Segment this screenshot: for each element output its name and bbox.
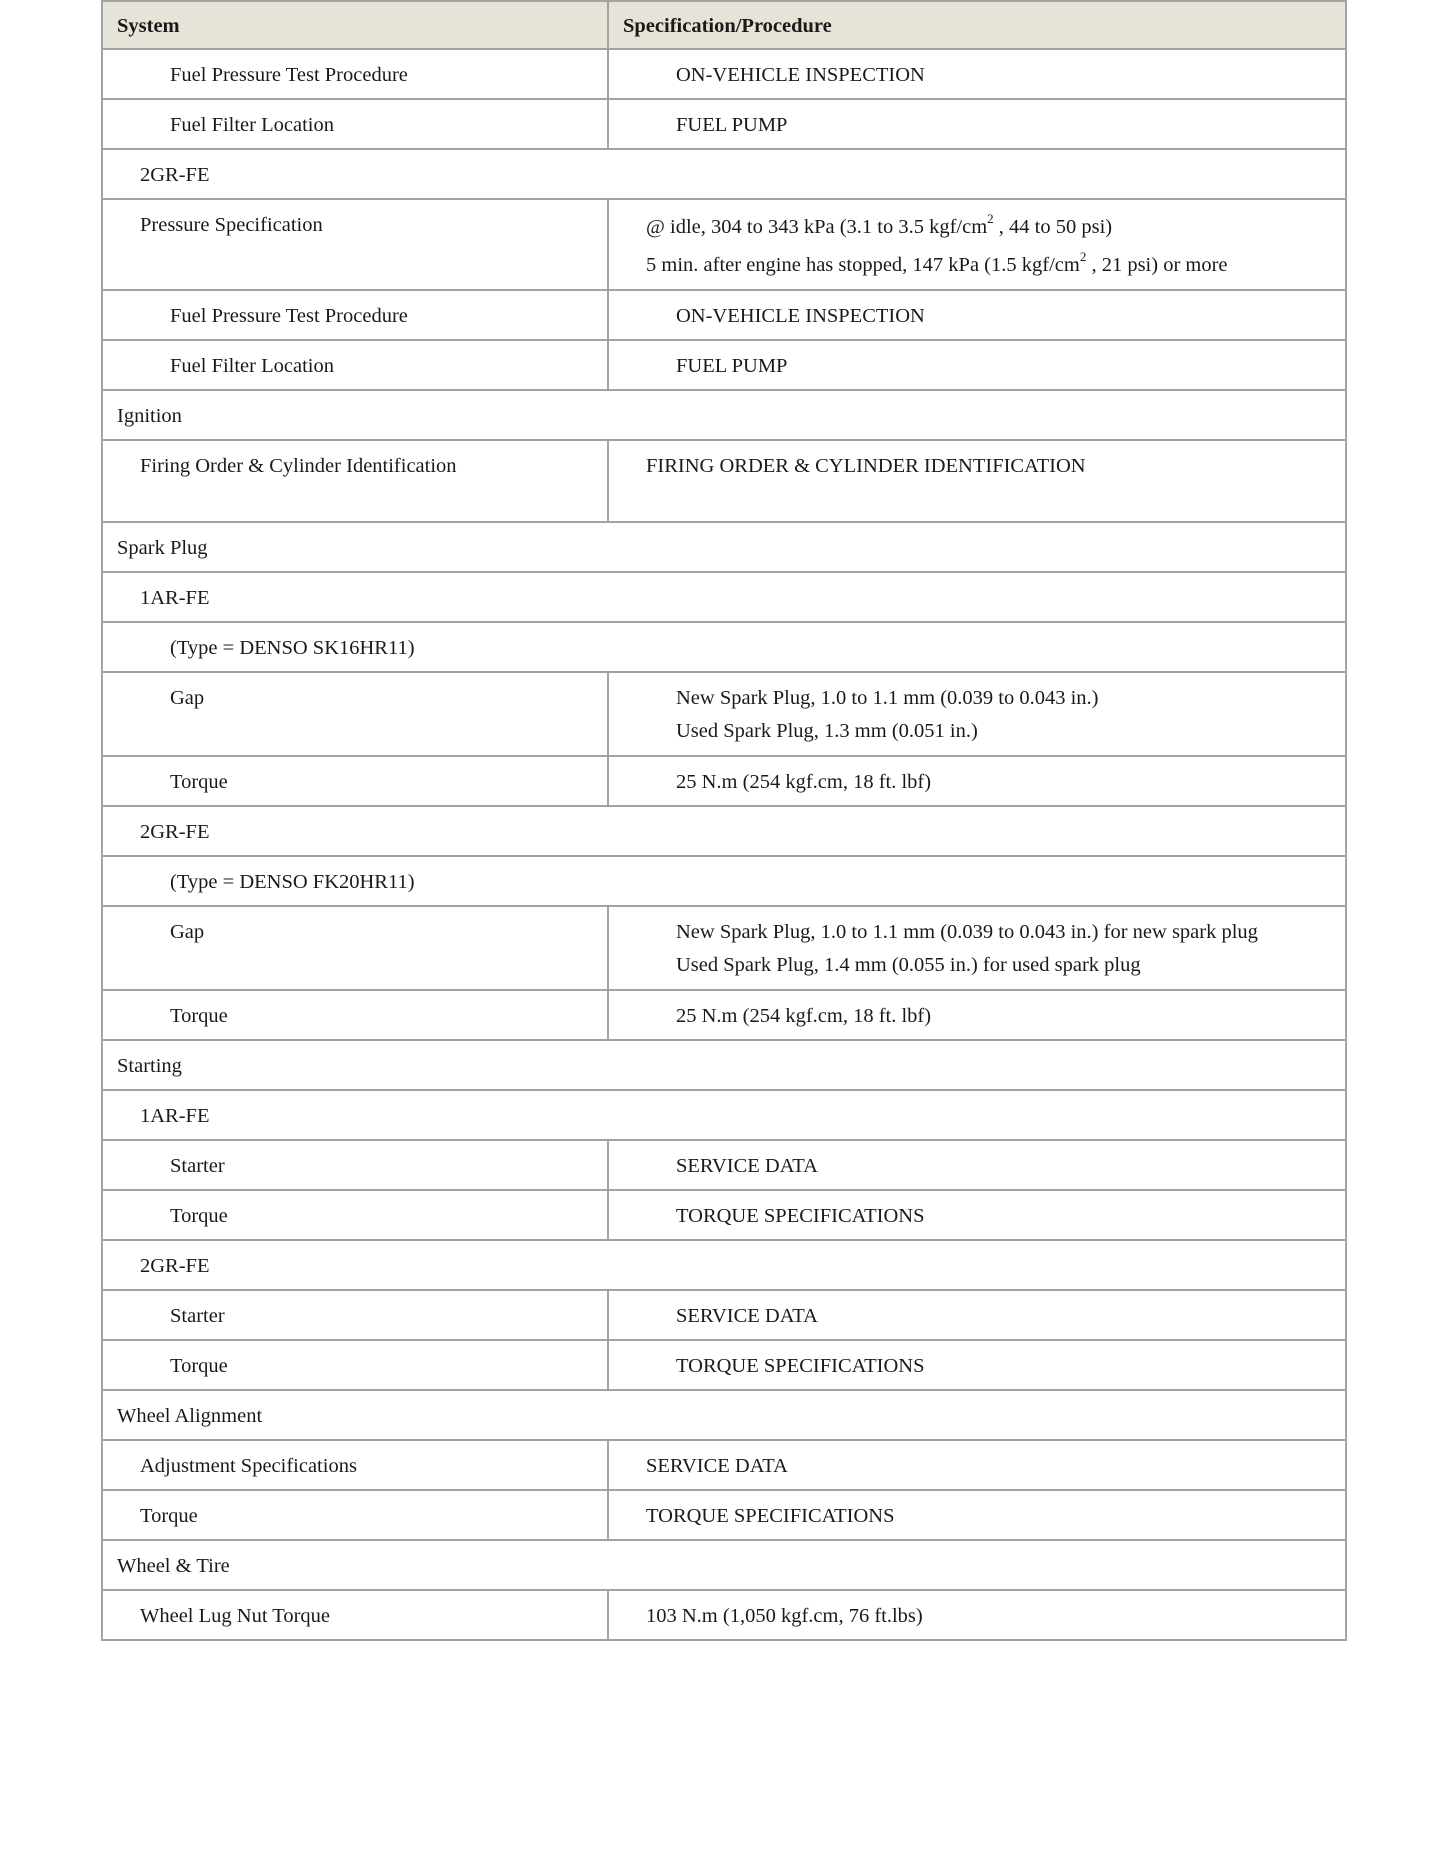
table-header-row — [102, 1, 1346, 49]
section-row — [102, 622, 1346, 672]
row-value: ON-VEHICLE INSPECTION — [608, 290, 1346, 340]
section-heading: Wheel Alignment — [102, 1390, 1346, 1440]
section-row — [102, 572, 1346, 622]
table-row — [102, 756, 1346, 806]
row-label: Fuel Pressure Test Procedure — [102, 290, 608, 340]
table-row — [102, 906, 1346, 990]
gap-used-line: Used Spark Plug, 1.3 mm (0.051 in.) — [676, 720, 978, 742]
table-row — [102, 672, 1346, 756]
row-value: 103 N.m (1,050 kgf.cm, 76 ft.lbs) — [608, 1590, 1346, 1640]
section-row — [102, 1240, 1346, 1290]
row-label: Gap — [102, 906, 608, 990]
table-row — [102, 340, 1346, 390]
table-row — [102, 1340, 1346, 1390]
row-label: Torque — [102, 1190, 608, 1240]
row-label: Starter — [102, 1290, 608, 1340]
section-heading: 1AR-FE — [102, 572, 1346, 622]
row-label: Fuel Pressure Test Procedure — [102, 49, 608, 99]
table-row — [102, 1290, 1346, 1340]
section-row — [102, 390, 1346, 440]
row-value: ON-VEHICLE INSPECTION — [608, 49, 1346, 99]
row-value — [608, 672, 1346, 756]
section-heading: 1AR-FE — [102, 1090, 1346, 1140]
row-label: Torque — [102, 1340, 608, 1390]
section-heading: 2GR-FE — [102, 806, 1346, 856]
section-heading: Ignition — [102, 390, 1346, 440]
section-row — [102, 856, 1346, 906]
row-label: Fuel Filter Location — [102, 340, 608, 390]
table-row — [102, 440, 1346, 522]
row-value: TORQUE SPECIFICATIONS — [608, 1190, 1346, 1240]
row-label: Wheel Lug Nut Torque — [102, 1590, 608, 1640]
section-heading: (Type = DENSO FK20HR11) — [102, 856, 1346, 906]
section-row — [102, 1390, 1346, 1440]
row-value: SERVICE DATA — [608, 1140, 1346, 1190]
row-label: Fuel Filter Location — [102, 99, 608, 149]
row-value: FUEL PUMP — [608, 340, 1346, 390]
section-heading: Wheel & Tire — [102, 1540, 1346, 1590]
table-row — [102, 199, 1346, 290]
section-heading: (Type = DENSO SK16HR11) — [102, 622, 1346, 672]
row-value: SERVICE DATA — [608, 1290, 1346, 1340]
gap-new-line: New Spark Plug, 1.0 to 1.1 mm (0.039 to 0.043 in.) — [676, 687, 1099, 709]
section-row — [102, 149, 1346, 199]
row-value — [608, 199, 1346, 290]
pressure-stopped-line: 5 min. after engine has stopped, 147 kPa (1.5 kgf/$cm^2$ , 21 psi) or more — [646, 249, 1228, 276]
section-heading: 2GR-FE — [102, 1240, 1346, 1290]
row-value: FUEL PUMP — [608, 99, 1346, 149]
row-label: Torque — [102, 756, 608, 806]
row-value: 25 N.m (254 kgf.cm, 18 ft. lbf) — [608, 756, 1346, 806]
row-label: Torque — [102, 990, 608, 1040]
gap-new-line: New Spark Plug, 1.0 to 1.1 mm (0.039 to 0.043 in.) for new spark plug — [676, 921, 1258, 943]
row-label: Firing Order & Cylinder Identification — [102, 440, 608, 522]
column-header-system: System — [102, 1, 608, 49]
table-row — [102, 990, 1346, 1040]
section-row — [102, 1540, 1346, 1590]
table-row — [102, 99, 1346, 149]
row-value: TORQUE SPECIFICATIONS — [608, 1340, 1346, 1390]
row-label: Starter — [102, 1140, 608, 1190]
section-row — [102, 1040, 1346, 1090]
row-value — [608, 906, 1346, 990]
row-value: FIRING ORDER & CYLINDER IDENTIFICATION — [608, 440, 1346, 522]
section-heading: Starting — [102, 1040, 1346, 1090]
row-label: Pressure Specification — [102, 199, 608, 290]
table-row — [102, 1490, 1346, 1540]
section-heading: 2GR-FE — [102, 149, 1346, 199]
row-value: TORQUE SPECIFICATIONS — [608, 1490, 1346, 1540]
table-row — [102, 1190, 1346, 1240]
gap-used-line: Used Spark Plug, 1.4 mm (0.055 in.) for used spark plug — [676, 954, 1141, 976]
row-label: Gap — [102, 672, 608, 756]
section-heading: Spark Plug — [102, 522, 1346, 572]
table-row — [102, 290, 1346, 340]
table-row — [102, 49, 1346, 99]
table-row — [102, 1590, 1346, 1640]
row-value: SERVICE DATA — [608, 1440, 1346, 1490]
section-row — [102, 806, 1346, 856]
table-row — [102, 1440, 1346, 1490]
row-label: Adjustment Specifications — [102, 1440, 608, 1490]
spec-table — [101, 0, 1347, 1641]
column-header-spec: Specification/Procedure — [608, 1, 1346, 49]
section-row — [102, 522, 1346, 572]
row-label: Torque — [102, 1490, 608, 1540]
row-value: 25 N.m (254 kgf.cm, 18 ft. lbf) — [608, 990, 1346, 1040]
table-row — [102, 1140, 1346, 1190]
pressure-idle-line: @ idle, 304 to 343 kPa (3.1 to 3.5 kgf/$cm^2$ , 44 to 50 psi) — [646, 211, 1113, 238]
section-row — [102, 1090, 1346, 1140]
